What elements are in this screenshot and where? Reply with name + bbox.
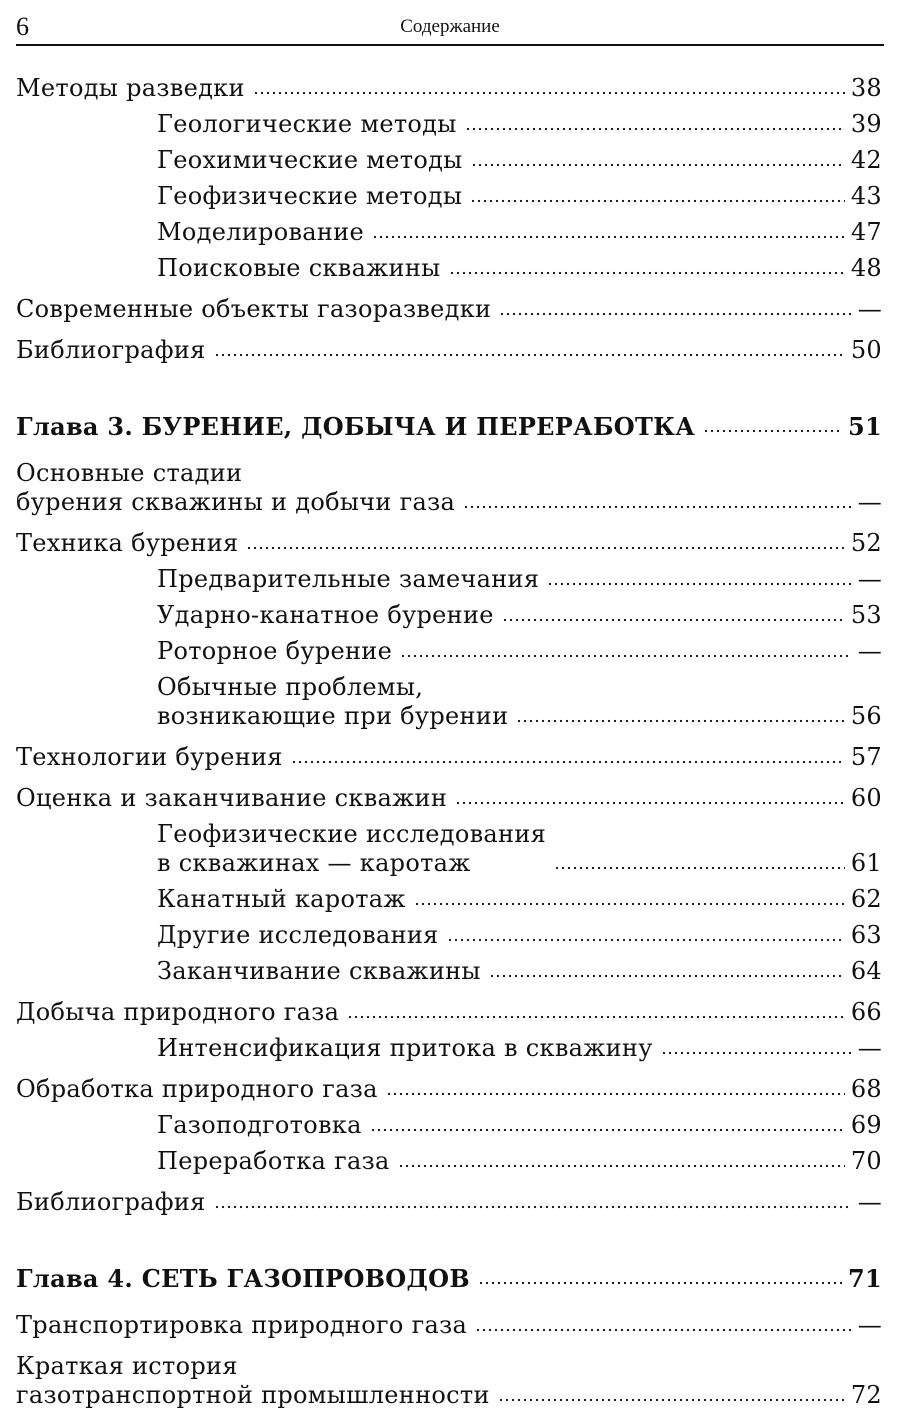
toc-entry-title: Геофизические методы [157,182,463,210]
toc-entry [16,998,882,1027]
toc-entry-page: 52 [850,529,882,557]
toc-entry-page: — [857,1311,882,1339]
toc-entry-page: 72 [850,1381,882,1409]
toc-entry [16,921,882,950]
toc-entry [16,885,882,914]
toc-entry [16,74,882,103]
toc-entry-page: 47 [850,218,882,246]
toc-entry [16,1311,882,1340]
toc-entry-title: Глава 3. БУРЕНИЕ, ДОБЫЧА И ПЕРЕРАБОТКА [16,412,696,441]
toc-entry [16,218,882,247]
toc-entry-page: 43 [850,182,882,210]
toc-entry-page: 62 [850,885,882,913]
toc-entry-page: 68 [850,1075,882,1103]
dot-leader [398,1163,845,1169]
dot-leader [386,1091,845,1097]
toc-entry [16,957,882,986]
toc-entry-page: 64 [850,957,882,985]
dot-leader [455,800,845,806]
toc-entry [16,743,882,772]
toc-entry-title: Ударно-канатное бурение [157,601,494,629]
toc-entry [16,182,882,211]
toc-entry-page: 61 [850,849,882,877]
toc-entry-title: Переработка газа [157,1147,390,1175]
toc-entry-page: 60 [850,784,882,812]
toc-entry-title: Геологические методы [157,110,457,138]
page-header [16,8,884,46]
toc-entry-title: Моделирование [157,218,364,246]
dot-leader [498,1397,845,1403]
toc-entry-page: 39 [850,110,882,138]
toc-entry-page: 57 [850,743,882,771]
toc-entry-page: 48 [850,254,882,282]
toc-entry-page: — [857,637,882,665]
toc-entry-title: Добыча природного газа [16,998,340,1026]
toc-entry-title: Другие исследования [157,921,439,949]
dot-leader [347,1014,845,1020]
toc-entry [16,336,882,365]
toc-entry-title: Технологии бурения [16,743,283,771]
dot-leader [214,1204,852,1210]
toc-entry [16,254,882,283]
toc-entry-title: Канатный каротаж [157,885,406,913]
dot-leader [475,1327,852,1333]
dot-leader [470,198,845,204]
running-title: Содержание [400,16,500,37]
toc-entry [16,601,882,630]
toc-entry-page: 66 [850,998,882,1026]
dot-leader [447,937,845,943]
toc-entry-page: 69 [850,1111,882,1139]
toc-entry [16,1147,882,1176]
toc-entry-title: Краткая история газотранспортной промышленности [16,1352,490,1409]
dot-leader [214,352,845,358]
dot-leader [463,504,852,510]
toc-entry-title: Глава 4. СЕТЬ ГАЗОПРОВОДОВ [16,1264,470,1293]
toc-entry [16,1188,882,1217]
toc-entry-title: Техника бурения [16,529,239,557]
toc-entry [16,784,882,813]
toc-entry-title: Основные стадии бурения скважины и добычи газа [16,459,456,516]
toc-entry-title: Методы разведки [16,74,245,102]
dot-leader [291,759,845,765]
toc-entry-page: 42 [850,146,882,174]
toc-entry-title: Библиография [16,336,206,364]
dot-leader [478,1280,842,1286]
toc-entry-title: Интенсификация притока в скважину [157,1034,653,1062]
toc-entry-page: — [857,1034,882,1062]
toc-entry-page: — [857,488,882,516]
dot-leader [253,90,845,96]
toc-entry-page: 53 [850,601,882,629]
toc-entry-page: 56 [850,702,882,730]
toc-entry-page: — [857,565,882,593]
toc-entry-title: Предварительные замечания [157,565,540,593]
toc-entry [16,110,882,139]
toc-entry-title: Поисковые скважины [157,254,441,282]
toc-entry-title: Транспортировка природного газа [16,1311,468,1339]
dot-leader [547,581,851,587]
dot-leader [246,545,844,551]
dot-leader [414,901,845,907]
toc-entry [16,820,882,878]
toc-entry-page: 38 [850,74,882,102]
toc-entry-title: Газоподготовка [157,1111,362,1139]
toc-entry-title: Заканчивание скважины [157,957,481,985]
toc-entry [16,459,882,517]
page-number: 6 [16,12,29,41]
toc-entry-title: Роторное бурение [157,637,393,665]
toc-entry [16,1075,882,1104]
toc-entry-page: 63 [850,921,882,949]
toc-entry [16,673,882,731]
dot-leader [554,865,845,871]
toc-entry [16,1034,882,1063]
toc-entry-page: — [857,295,882,323]
toc-chapter-entry [16,1264,882,1293]
toc-entry [16,295,882,324]
toc-entry [16,529,882,558]
toc-entry-page: 70 [850,1147,882,1175]
dot-leader [372,234,845,240]
dot-leader [400,653,852,659]
toc-entry-page: 50 [850,336,882,364]
toc-entry-title: Обработка природного газа [16,1075,378,1103]
dot-leader [471,162,845,168]
toc-entry-title: Геохимические методы [157,146,463,174]
dot-leader [516,718,844,724]
dot-leader [370,1127,845,1133]
toc-entry-page: 71 [848,1264,882,1293]
toc-entry-page: 51 [848,412,882,441]
toc-entry [16,1111,882,1140]
dot-leader [489,973,845,979]
toc-entry-title: Библиография [16,1188,206,1216]
dot-leader [449,270,845,276]
dot-leader [465,126,845,132]
toc-entry-title: Оценка и заканчивание скважин [16,784,448,812]
dot-leader [703,428,842,434]
toc-entry [16,637,882,666]
dot-leader [661,1050,852,1056]
dot-leader [502,617,845,623]
toc-entry-title: Геофизические исследования в скважинах — каротаж [157,820,547,877]
toc-entry-title: Современные объекты газоразведки [16,295,492,323]
table-of-contents [16,74,882,1410]
dot-leader [499,311,851,317]
toc-chapter-entry [16,412,882,441]
toc-entry-title: Обычные проблемы, возникающие при бурении [157,673,509,730]
toc-entry [16,1352,882,1410]
toc-entry [16,565,882,594]
toc-entry [16,146,882,175]
toc-entry-page: — [857,1188,882,1216]
